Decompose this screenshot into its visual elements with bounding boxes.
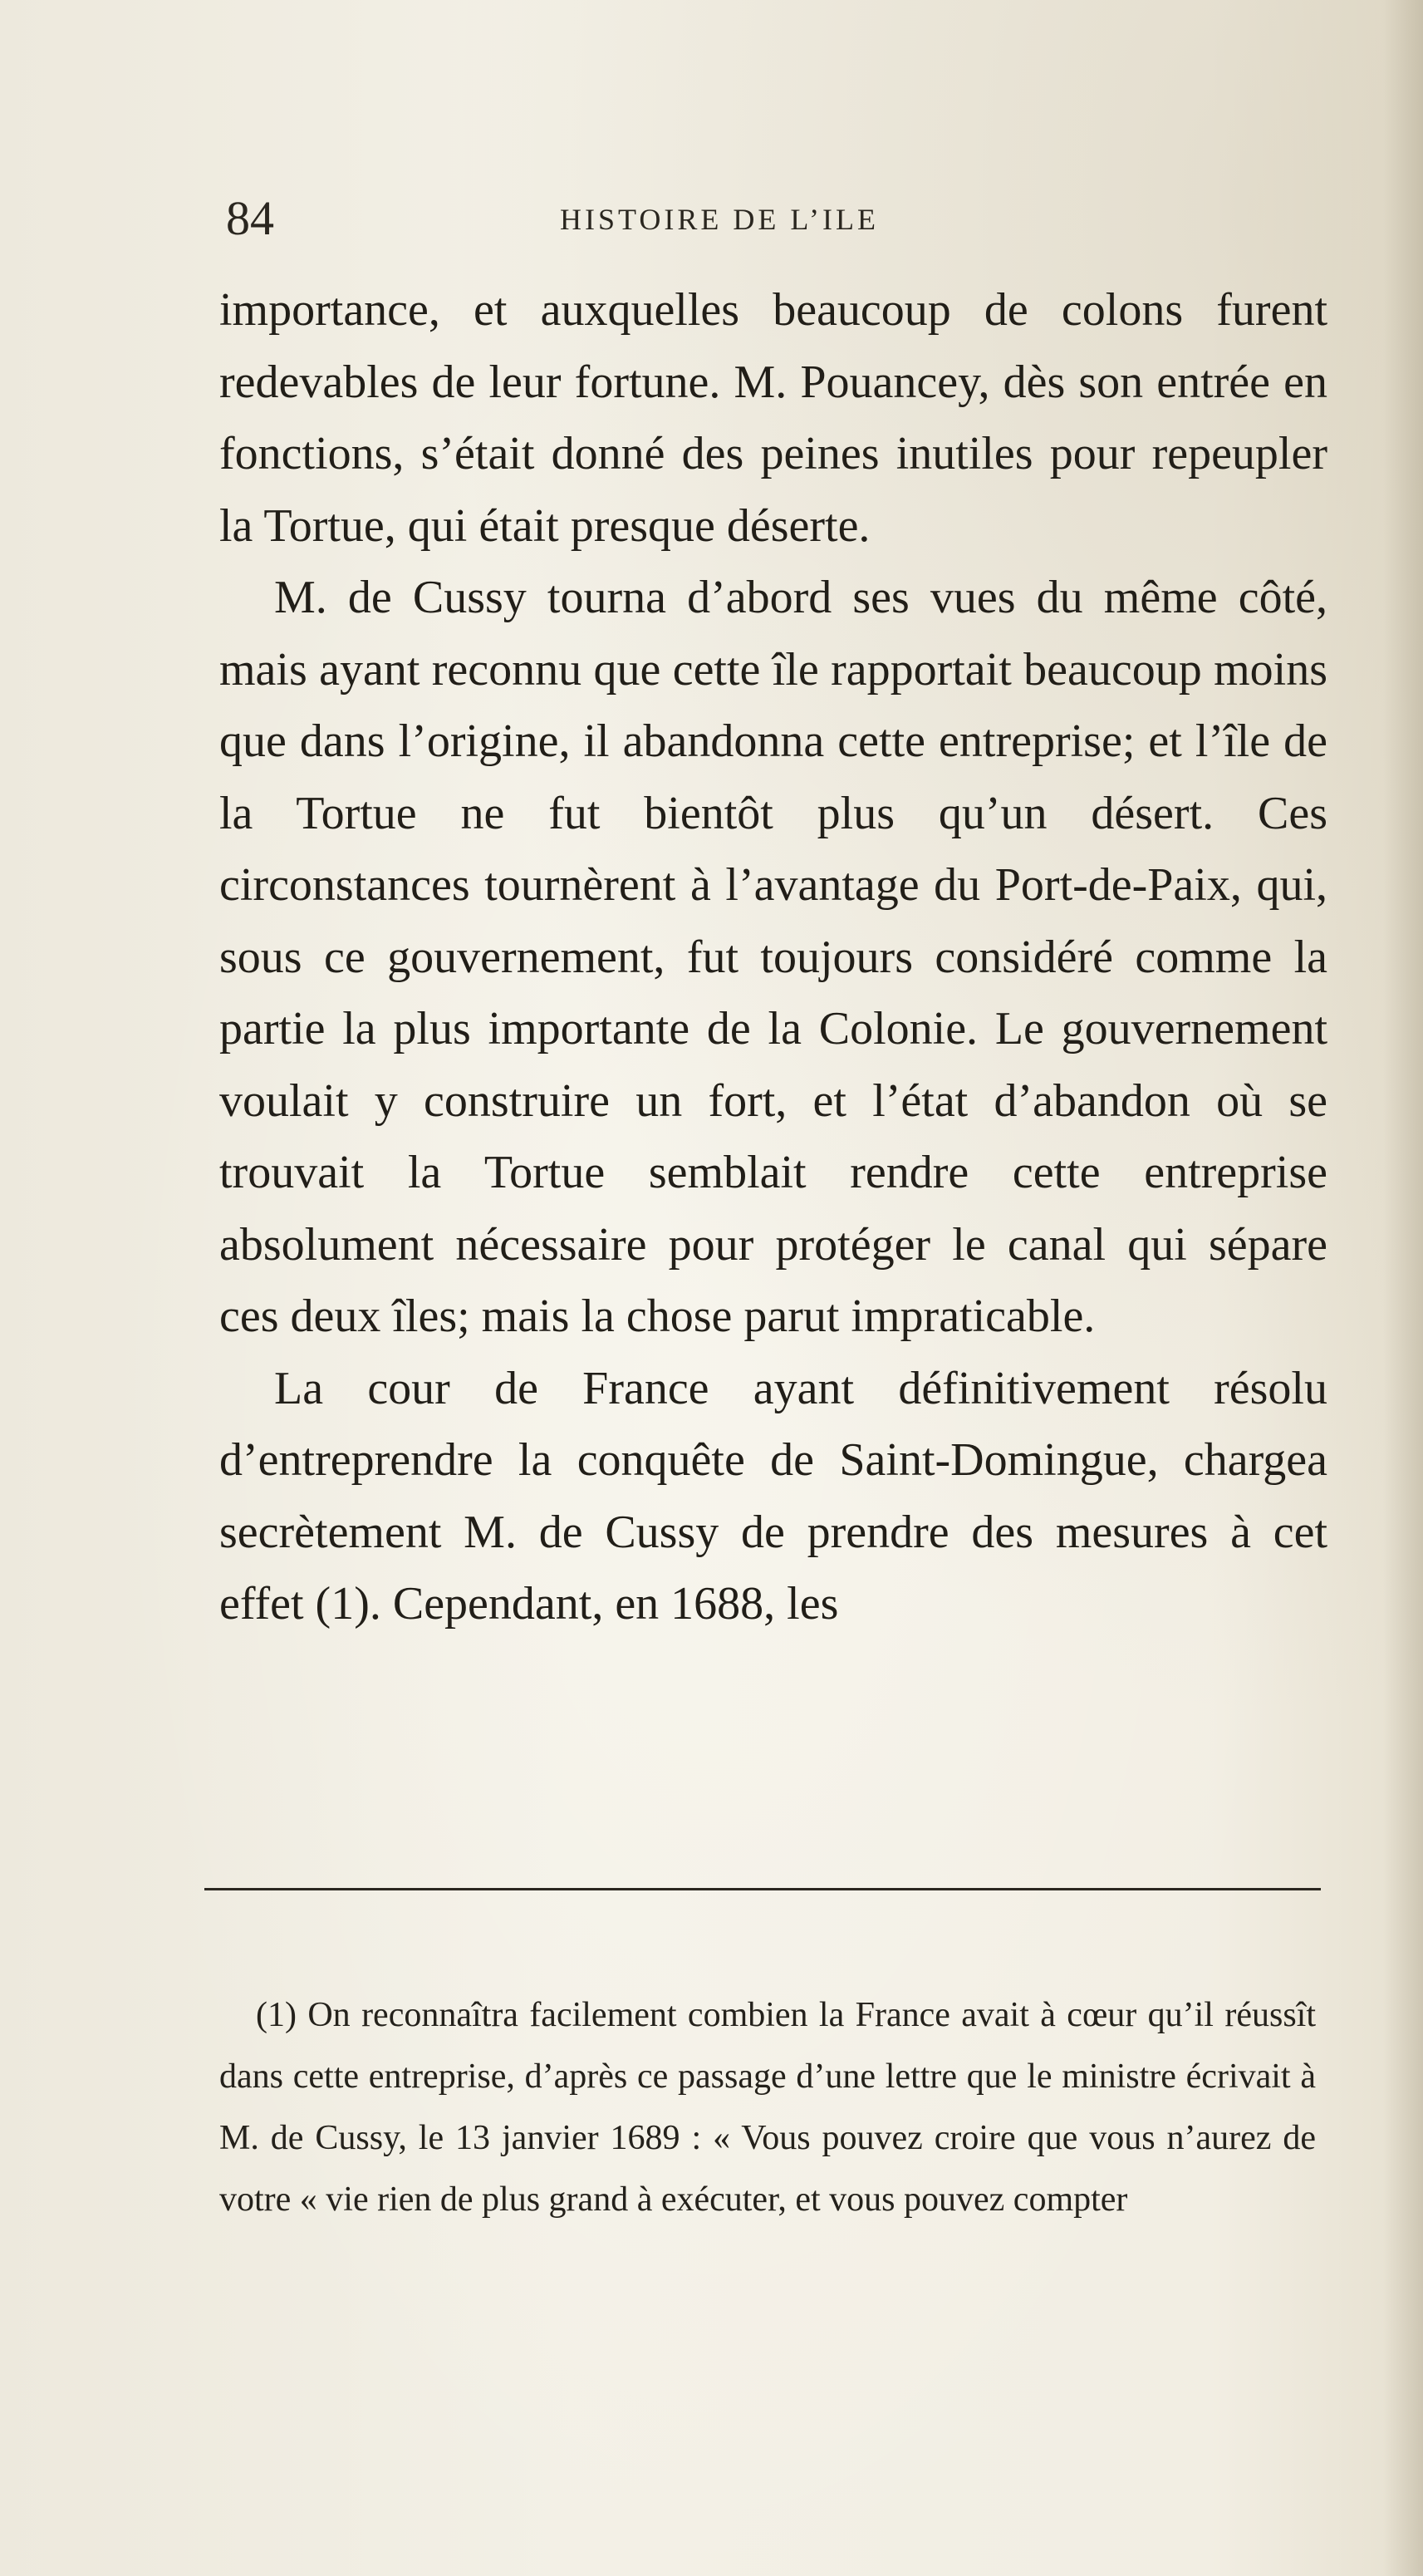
running-head bbox=[219, 189, 1332, 248]
page-edge-shadow bbox=[1383, 0, 1423, 2576]
running-head-title: HISTOIRE DE L’ILE bbox=[560, 203, 879, 236]
footnote: (1) On reconnaîtra facilement combien la France avait à cœur qu’il réussît dans cette entreprise, d’après ce passage d’une lettre que le ministre écrivait à M. de Cussy, le 13 janvier 1689 : « Vous pouvez croire que vous n’aurez de votre « vie rien de plus grand à exécuter, et vous pouvez compter bbox=[219, 1996, 1316, 2219]
body-text bbox=[219, 274, 1327, 1640]
footnote-rule bbox=[204, 1888, 1321, 1890]
page-number: 84 bbox=[226, 191, 274, 245]
paragraph-continued: importance, et auxquelles beaucoup de colons furent redevables de leur fortune. M. Pouancey, dès son entrée en fonctions, s’était donné des peines inutiles pour repeupler la Tortue, qui était presque déserte. bbox=[219, 284, 1327, 552]
paragraph-cussy-tortue: M. de Cussy tourna d’abord ses vues du même côté, mais ayant reconnu que cette île rapportait beaucoup moins que dans l’origine, il abandonna cette entreprise; et l’île de la Tortue ne fut bientôt plus qu’un désert. Ces circonstances tournèrent à l’avantage du Port-de-Paix, qui, sous ce gouvernement, fut toujours considéré comme la partie la plus importante de la Colonie. Le gouvernement voulait y construire un fort, et l’état d’abandon où se trouvait la Tortue semblait rendre cette entreprise absolument nécessaire pour protéger le canal qui sépare ces deux îles; mais la chose parut impraticable. bbox=[219, 572, 1327, 1342]
paragraph-cour-de-france: La cour de France ayant définitivement résolu d’entreprendre la conquête de Saint-Domingue, chargea secrètement M. de Cussy de prendre des mesures à cet effet (1). Cependant, en 1688, les bbox=[219, 1362, 1327, 1630]
